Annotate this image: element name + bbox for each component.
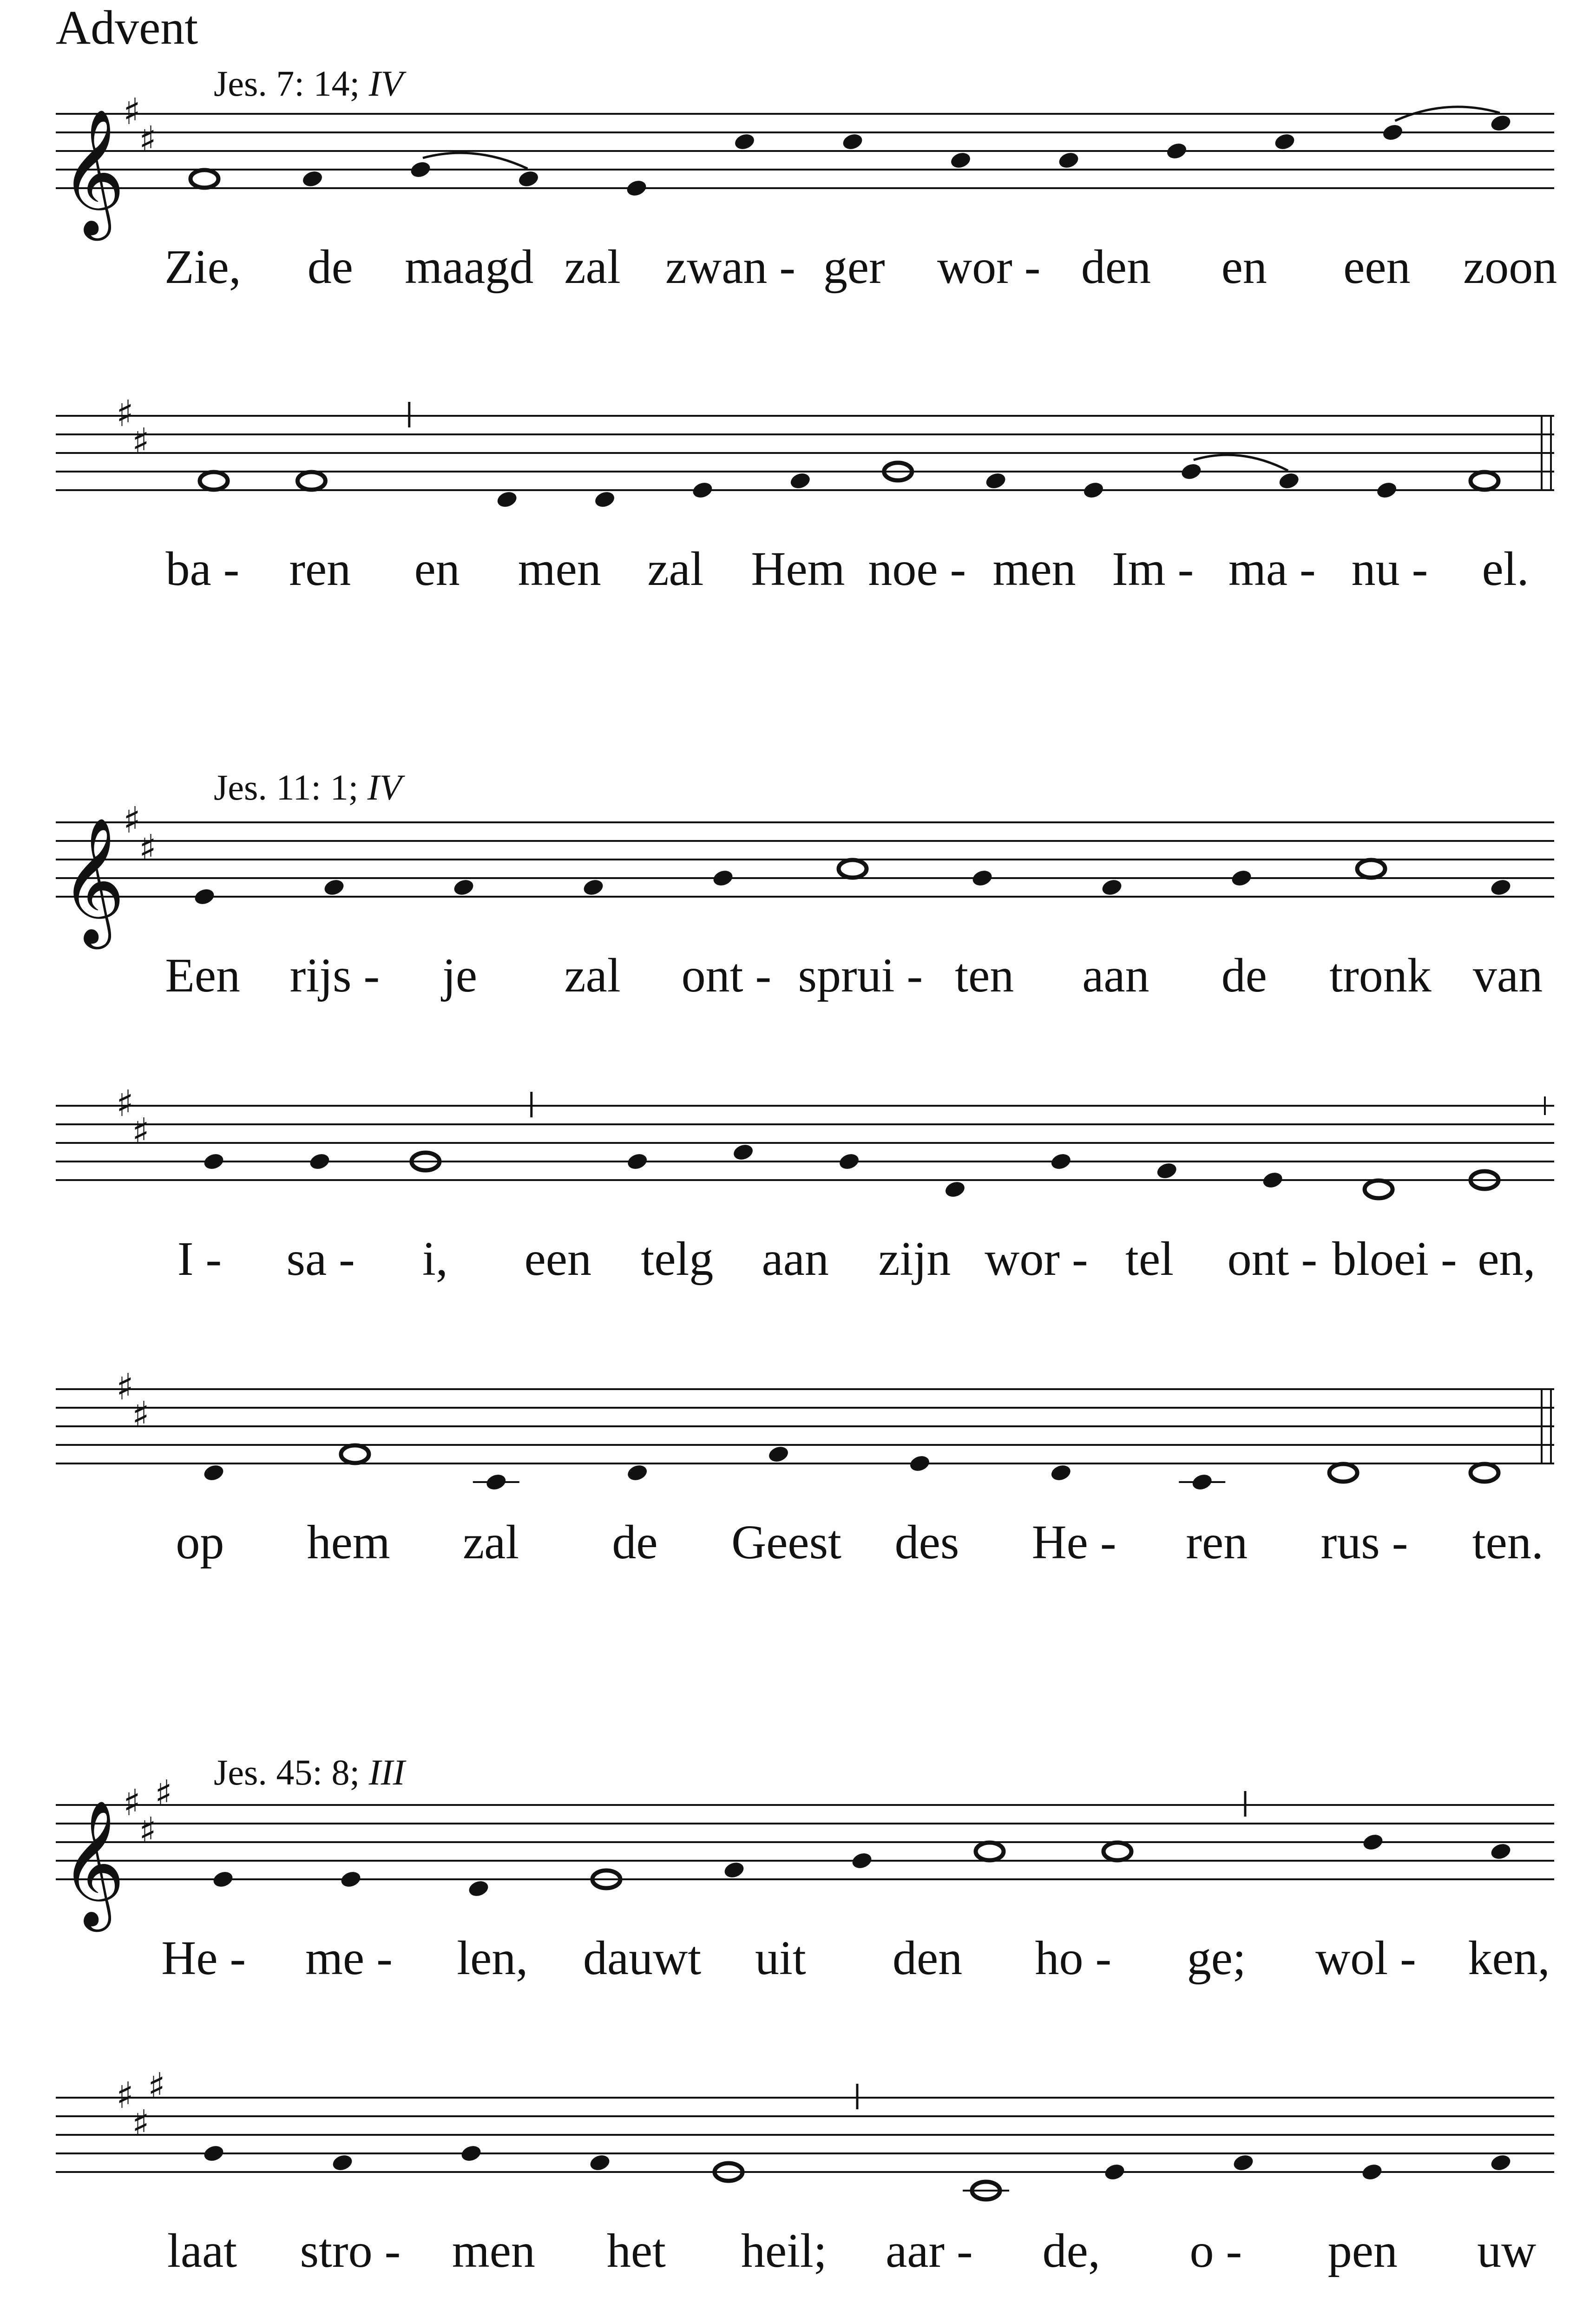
whole-note [341,1445,369,1463]
sharp-icon: ♯ [148,2066,165,2107]
sharp-icon: ♯ [116,2075,134,2117]
lyric-syllable: heil; [741,2224,827,2277]
sharp-icon: ♯ [155,1773,172,1815]
note-head [485,1472,508,1492]
note-head [767,1444,790,1464]
lyric-syllable: op [176,1516,224,1569]
slur [423,153,528,169]
lyric-syllable: den [1081,240,1151,294]
lyric-line [0,948,1596,1008]
lyric-syllable: zal [647,542,704,596]
note-head [409,160,432,180]
treble-clef-icon: 𝄞 [60,108,125,235]
lyric-syllable: zoon [1463,240,1557,294]
lyric-syllable: aar - [886,2224,973,2277]
lyric-syllable: zal [564,240,621,294]
note-head [1230,868,1253,888]
whole-note [839,860,867,878]
note-head [788,471,812,491]
lyric-line [0,1515,1596,1575]
lyric-syllable: tronk [1329,949,1432,1002]
lyric-syllable: ger [823,240,885,294]
note-head [467,1879,490,1899]
lyric-syllable: ge; [1187,1931,1246,1985]
lyric-syllable: ma - [1228,542,1316,596]
lyric-syllable: el. [1482,542,1529,596]
treble-clef-icon: 𝄞 [60,1799,125,1926]
lyric-syllable: wor - [985,1232,1088,1286]
note-head [1360,2162,1384,2182]
note-head [1082,480,1105,500]
lyric-syllable: den [893,1931,963,1985]
lyric-syllable: aan [1082,949,1149,1002]
note-head [1489,113,1512,133]
note-head [1489,1842,1512,1862]
lyric-syllable: me - [305,1931,393,1985]
treble-clef-icon: 𝄞 [60,817,125,944]
whole-note [1329,1464,1357,1482]
note-head [1049,1463,1072,1483]
lyric-syllable: hem [307,1516,390,1569]
note-head [1057,151,1080,171]
whole-note [1365,1181,1392,1198]
lyric-syllable: een [524,1232,591,1286]
lyric-syllable: zal [462,1516,519,1569]
note-head [850,1851,874,1871]
note-head [1190,1472,1214,1492]
note-head [1103,2162,1126,2182]
lyric-syllable: tel [1125,1232,1174,1286]
lyric-syllable: wol - [1315,1931,1416,1985]
lyric-syllable: en [414,542,460,596]
note-head [691,480,714,500]
lyric-syllable: len, [457,1931,528,1985]
lyric-syllable: I - [177,1232,222,1286]
note-head [733,132,756,152]
note-head [1375,480,1399,500]
lyric-syllable: telg [641,1232,714,1286]
note-head [202,2144,225,2164]
lyric-syllable: Hem [751,542,845,596]
note-head [711,868,735,888]
whole-note [190,170,218,188]
note-head [308,1152,331,1172]
lyric-syllable: bloei - [1332,1232,1457,1286]
note-head [1180,462,1203,482]
lyric-syllable: van [1472,949,1543,1002]
note-head [984,471,1007,491]
page-title: Advent [56,1,198,54]
note-head [1261,1170,1284,1190]
lyric-syllable: ten. [1472,1516,1543,1569]
note-head [626,1463,649,1483]
note-head [193,887,216,907]
whole-note [1471,1464,1498,1482]
lyric-line [0,1231,1596,1292]
sharp-icon: ♯ [123,800,141,841]
note-head [1273,132,1296,152]
lyric-syllable: en [1221,240,1267,294]
note-head [517,169,540,189]
lyric-syllable: en, [1478,1232,1536,1286]
reference-text: Jes. 7: 14; [214,63,369,104]
whole-note [200,472,228,490]
lyric-syllable: sprui - [798,949,923,1002]
lyric-syllable: de [307,240,353,294]
lyric-syllable: zwan - [665,240,796,294]
note-head [495,490,519,510]
sharp-icon: ♯ [132,1394,150,1436]
note-head [322,878,346,898]
sharp-icon: ♯ [139,119,157,161]
note-head [949,151,972,171]
note-head [460,2144,483,2164]
lyric-syllable: men [452,2224,535,2277]
note-head [452,878,475,898]
lyric-syllable: dauwt [583,1931,702,1985]
lyric-syllable: de [1221,949,1267,1002]
lyric-syllable: Zie, [164,240,241,294]
lyric-syllable: het [606,2224,666,2277]
whole-note [1357,860,1385,878]
lyric-syllable: nu - [1351,542,1428,596]
slur [1194,455,1288,471]
note-head [732,1142,755,1162]
whole-note [297,472,325,490]
note-head [1155,1161,1178,1181]
lyric-line [0,2223,1596,2284]
sharp-icon: ♯ [132,2103,150,2145]
lyric-syllable: ont - [1227,1232,1318,1286]
lyric-syllable: zijn [878,1232,951,1286]
lyric-syllable: men [518,542,601,596]
note-head [838,1152,861,1172]
note-head [582,878,605,898]
lyric-syllable: de [612,1516,658,1569]
note-head [1277,471,1300,491]
note-head [1361,1832,1385,1852]
lyric-syllable: uit [755,1931,806,1985]
lyric-line [0,239,1596,300]
lyric-syllable: ho - [1035,1931,1112,1985]
sharp-icon: ♯ [139,1810,157,1852]
note-head [625,178,648,198]
lyric-syllable: een [1343,240,1411,294]
note-head [1165,141,1189,161]
lyric-syllable: ren [1186,1516,1248,1569]
mode-label: III [368,1752,405,1792]
note-head [1489,878,1512,898]
lyric-syllable: aan [762,1232,829,1286]
sharp-icon: ♯ [116,393,134,435]
lyric-syllable: Im - [1112,542,1194,596]
whole-note [1471,472,1498,490]
lyric-syllable: rus - [1320,1516,1408,1569]
note-head [593,490,617,510]
lyric-syllable: i, [422,1232,448,1286]
sharp-icon: ♯ [123,1782,141,1824]
lyric-syllable: zal [564,949,621,1002]
lyric-syllable: He - [161,1931,246,1985]
lyric-syllable: ken, [1468,1931,1550,1985]
note-head [944,1180,967,1200]
lyric-syllable: He - [1031,1516,1117,1569]
sharp-icon: ♯ [116,1083,134,1125]
note-head [211,1870,235,1890]
lyric-syllable: ont - [681,949,772,1002]
lyric-line [0,541,1596,602]
reference-text: Jes. 45: 8; [214,1752,369,1792]
lyric-syllable: sa - [286,1232,355,1286]
note-head [971,868,994,888]
note-head [1232,2153,1255,2173]
lyric-line [0,1930,1596,1991]
lyric-syllable: Een [165,949,241,1002]
lyric-syllable: rijs - [289,949,380,1002]
note-head [202,1463,225,1483]
note-head [908,1454,932,1474]
note-head [588,2153,611,2173]
mode-label: IV [367,767,402,807]
lyric-syllable: laat [167,2224,237,2277]
lyric-syllable: des [894,1516,959,1569]
lyric-syllable: ren [289,542,351,596]
sharp-icon: ♯ [132,1111,150,1153]
lyric-syllable: de, [1042,2224,1100,2277]
note-head [1381,123,1405,143]
note-head [722,1860,746,1880]
whole-note [1103,1843,1131,1860]
lyric-syllable: ba - [165,542,240,596]
note-head [626,1152,649,1172]
note-head [1100,878,1123,898]
lyric-syllable: uw [1477,2224,1537,2277]
note-head [301,169,324,189]
sharp-icon: ♯ [116,1366,134,1408]
lyric-syllable: pen [1327,2224,1398,2277]
sharp-icon: ♯ [132,421,150,463]
lyric-syllable: stro - [300,2224,401,2277]
note-head [1049,1152,1072,1172]
lyric-syllable: noe - [868,542,966,596]
lyric-syllable: men [992,542,1076,596]
note-head [841,132,864,152]
note-head [331,2153,354,2173]
note-head [1489,2153,1512,2173]
reference-text: Jes. 11: 1; [214,767,368,807]
note-head [339,1870,362,1890]
sharp-icon: ♯ [139,827,157,869]
lyric-syllable: Geest [731,1516,841,1569]
whole-note [976,1843,1004,1860]
lyric-syllable: o - [1189,2224,1242,2277]
note-head [202,1152,225,1172]
lyric-syllable: je [442,949,478,1002]
lyric-syllable: maagd [405,240,534,294]
sharp-icon: ♯ [123,91,141,133]
lyric-syllable: ten [955,949,1014,1002]
lyric-syllable: wor - [937,240,1041,294]
mode-label: IV [368,63,403,104]
